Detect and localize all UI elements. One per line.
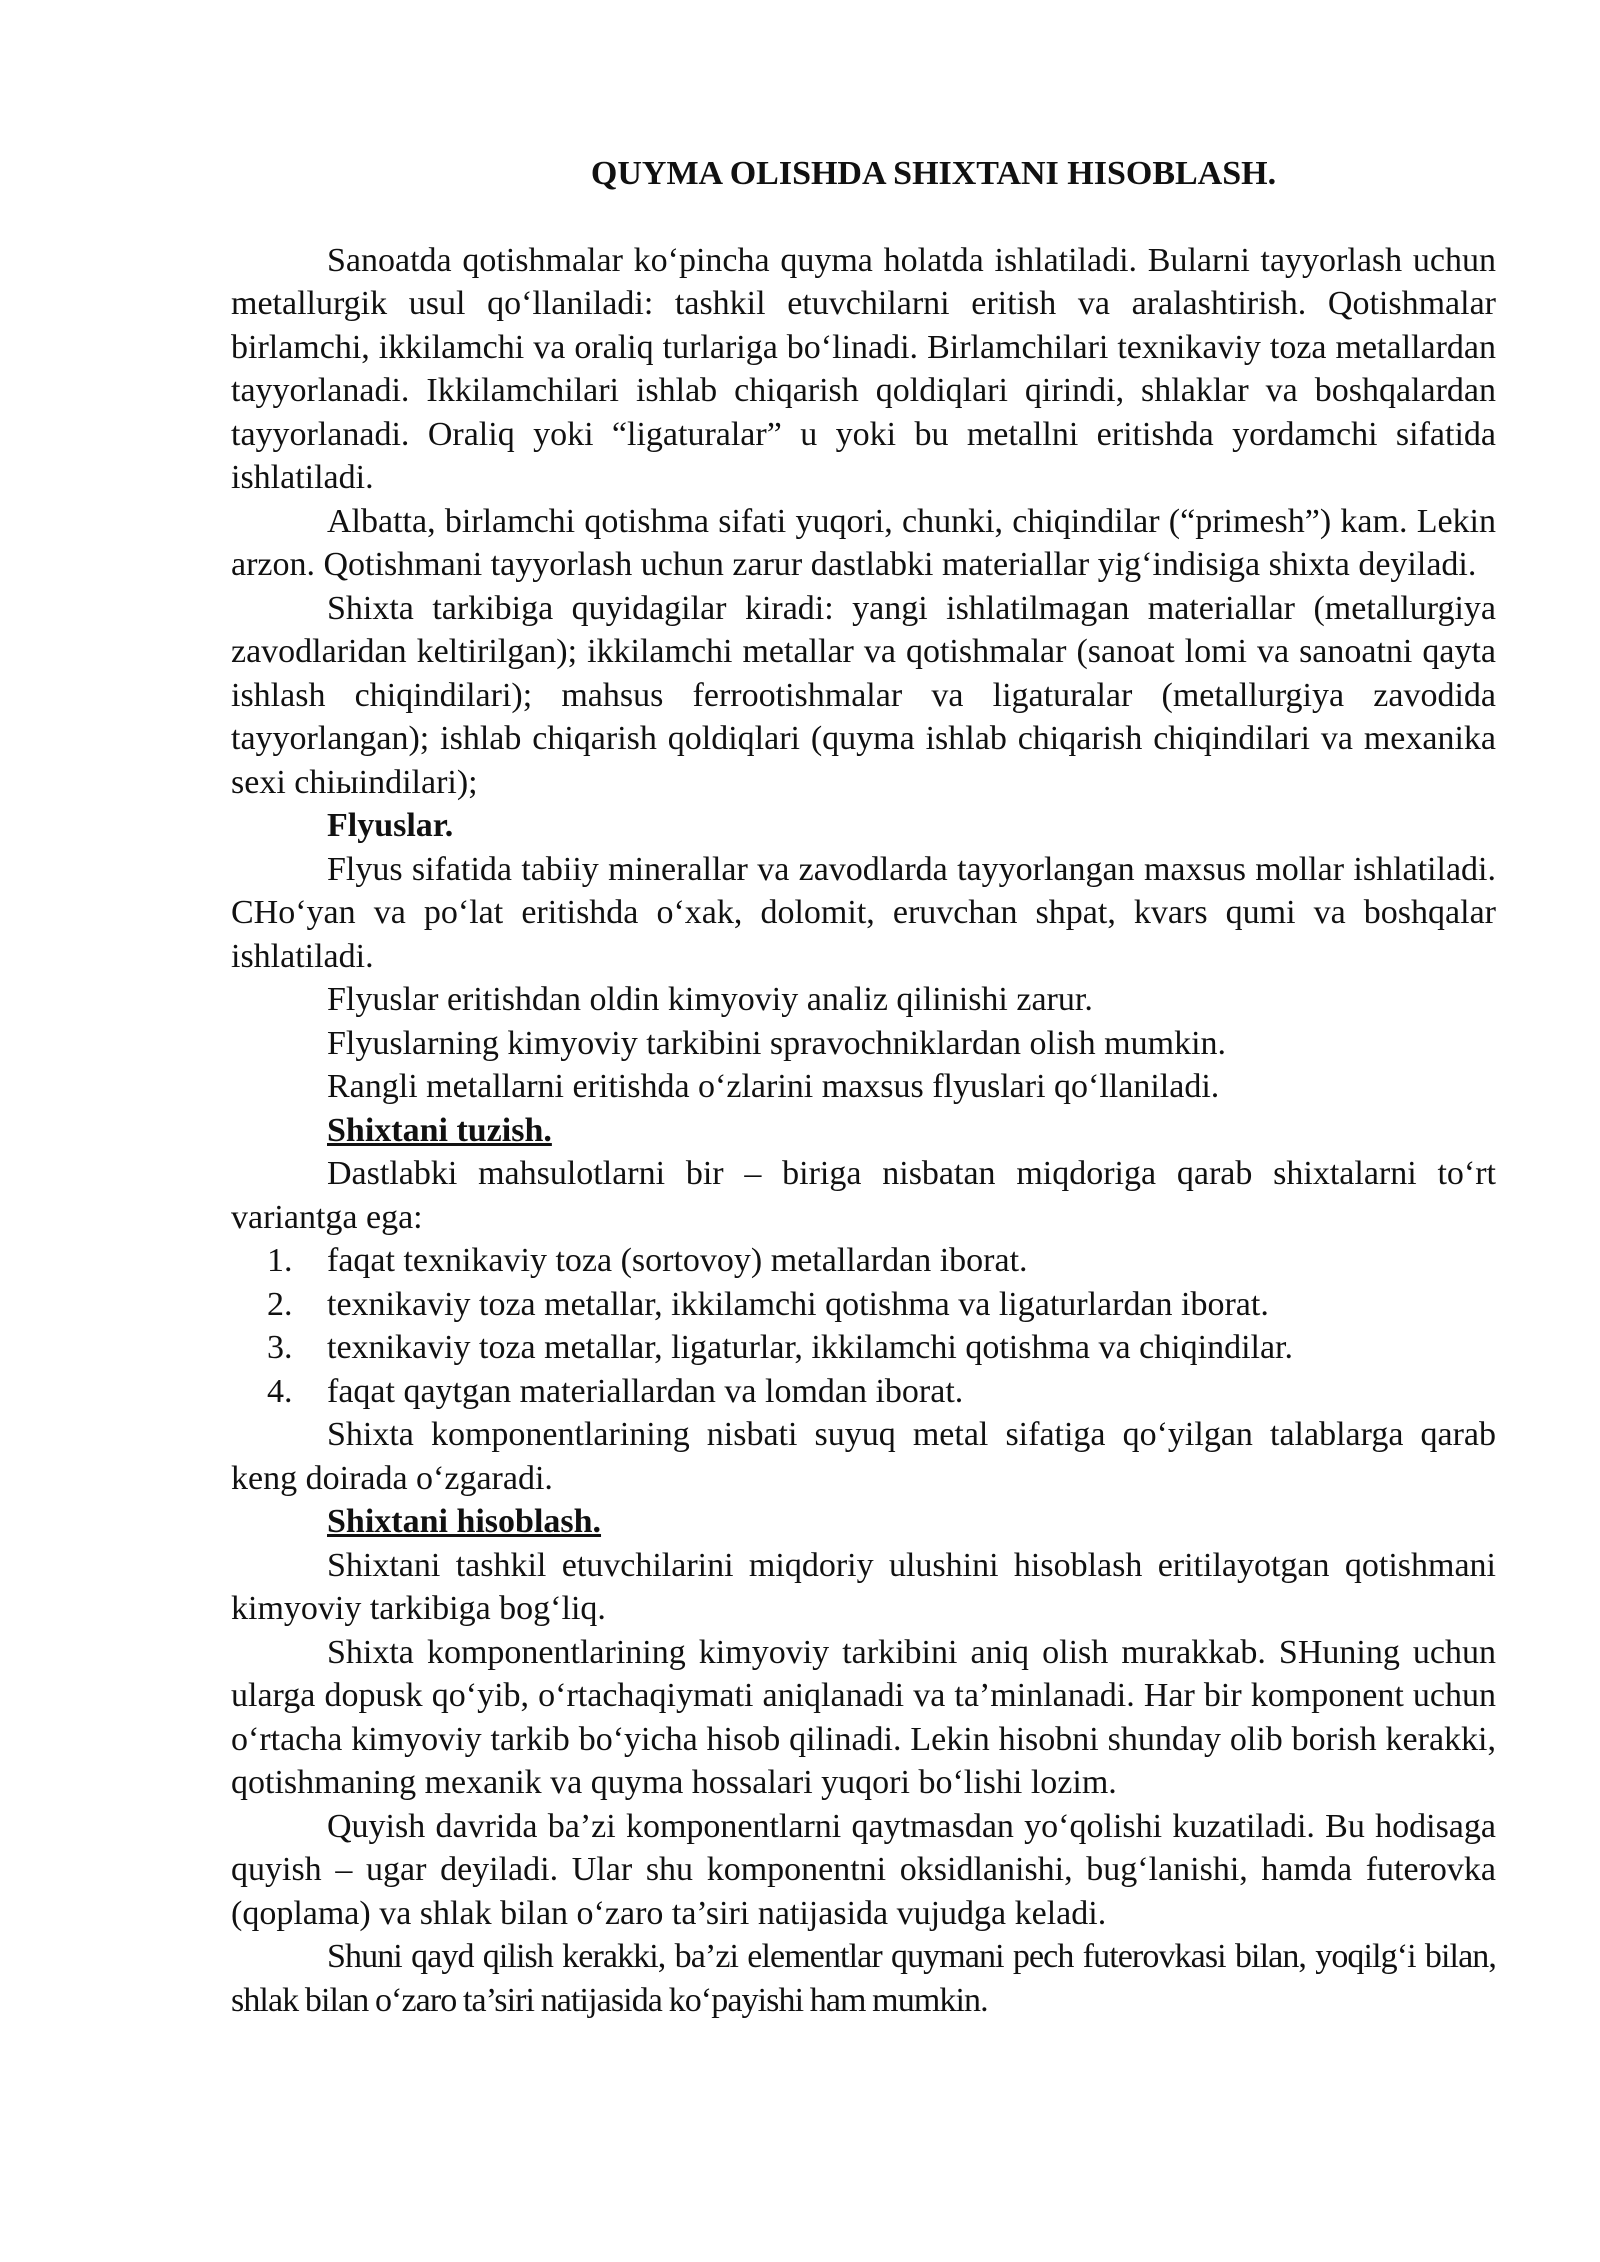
list-item [231, 1283, 1496, 1327]
list-item-text: faqat texnikaviy toza (sortovoy) metallardan iborat. [327, 1242, 1028, 1279]
paragraph-charge-composition: Shixta tarkibiga quyidagilar kiradi: yangi ishlatilmagan materiallar (metallurgiya zavodlaridan keltirilgan); ikkilamchi metallar va qotishmalar (sanoat lomi va sanoatni qayta ishlash chiqindilari); mahsus ferrootishmalar va ligaturalar (metallurgiya zavodida tayyorlangan); ishlab chiqarish qoldiqlari (quyma ishlab chiqarish chiqindilari va mexanika sexi chiыindilari); [231, 589, 1496, 801]
paragraph-ugar: Quyish davrida ba’zi komponentlarni qaytmasdan yo‘qolishi kuzatiladi. Bu hodisaga quyish – ugar deyiladi. Ular shu komponentni oksidlanishi, bug‘lanishi, hamda futerovka (qoplama) va shlak bilan o‘zaro ta’siri natijasida vujudga keladi. [231, 1807, 1496, 1932]
paragraph-element-increase: Shuni qayd qilish kerakki, ba’zi elementlar quymani pech futerovkasi bilan, yoqilg‘i bilan, shlak bilan o‘zaro ta’siri natijasida ko‘payishi ham mumkin. [231, 1938, 1496, 2019]
heading-flyuslar-text: Flyuslar. [327, 807, 454, 844]
list-item-text: texnikaviy toza metallar, ikkilamchi qotishma va ligaturlardan iborat. [327, 1285, 1269, 1323]
list-item [231, 1326, 1496, 1370]
charge-variants-list [231, 1239, 1496, 1413]
list-item-text: faqat qaytgan materiallardan va lomdan iborat. [327, 1372, 964, 1410]
heading-shixtani-tuzish-text: Shixtani tuzish. [327, 1111, 552, 1149]
list-item-number: 2. [267, 1285, 293, 1323]
paragraph-intro: Sanoatda qotishmalar ko‘pincha quyma holatda ishlatiladi. Bularni tayyorlash uchun metallurgik usul qo‘llaniladi: tashkil etuvchilarni eritish va aralashtirish. Qotishmalar birlamchi, ikkilamchi va oraliq turlariga bo‘linadi. Birlamchilari texnikaviy toza metallardan tayyorlanadi. Ikkilamchilari ishlab chiqarish qoldiqlari qirindi, shlaklar va boshqalardan tayyorlanadi. Oraliq yoki “ligaturalar” u yoki bu metallni eritishda yordamchi sifatida ishlatiladi. [231, 241, 1496, 496]
paragraph-flux-nonferrous: Rangli metallarni eritishda o‘zlarini maxsus flyuslari qo‘llaniladi. [327, 1068, 1220, 1105]
paragraph-flux-materials: Flyus sifatida tabiiy minerallar va zavodlarda tayyorlangan maxsus mollar ishlatiladi. CHo‘yan va po‘lat eritishda o‘xak, dolomit, eruvchan shpat, kvars qumi va boshqalar ishlatiladi. [231, 850, 1496, 975]
heading-flyuslar [231, 804, 1496, 848]
list-item-number: 4. [267, 1372, 293, 1410]
paragraph-primary-alloy: Albatta, birlamchi qotishma sifati yuqori, chunki, chiqindilar (“primesh”) kam. Lekin arzon. Qotishmani tayyorlash uchun zarur dastlabki materiallar yig‘indisiga shixta deyiladi. [231, 502, 1496, 583]
paragraph-flux-reference: Flyuslarning kimyoviy tarkibini spravochniklardan olish mumkin. [327, 1024, 1227, 1062]
document-body [231, 152, 1496, 2022]
document-title: QUYMA OLISHDA SHIXTANI HISOBLASH. [590, 155, 1277, 192]
paragraph-flux-analysis: Flyuslar eritishdan oldin kimyoviy analiz qilinishi zarur. [327, 981, 1093, 1018]
heading-shixtani-hisoblash [231, 1500, 1496, 1544]
paragraph-component-ratio: Shixta komponentlarining nisbati suyuq metal sifatiga qo‘yilgan talablarga qarab keng doirada o‘zgaradi. [231, 1416, 1496, 1497]
paragraph-calculation-basis: Shixtani tashkil etuvchilarini miqdoriy ulushini hisoblash eritilayotgan qotishmani kimyoviy tarkibiga bog‘liq. [231, 1546, 1496, 1627]
list-item-text: texnikaviy toza metallar, ligaturlar, ikkilamchi qotishma va chiqindilar. [327, 1329, 1293, 1366]
heading-shixtani-hisoblash-text: Shixtani hisoblash. [327, 1503, 602, 1540]
list-item [231, 1370, 1496, 1414]
paragraph-charge-variants: Dastlabki mahsulotlarni bir – biriga nisbatan miqdoriga qarab shixtalarni to‘rt variantga ega: [231, 1155, 1496, 1236]
list-item-number: 1. [267, 1242, 293, 1279]
list-item-number: 3. [267, 1329, 293, 1366]
paragraph-average-composition: Shixta komponentlarining kimyoviy tarkibini aniq olish murakkab. SHuning uchun ularga dopusk qo‘yib, o‘rtachaqiymati aniqlanadi va ta’minlanadi. Har bir komponent uchun o‘rtacha kimyoviy tarkib bo‘yicha hisob qilinadi. Lekin hisobni shunday olib borish kerakki, qotishmaning mexanik va quyma hossalari yuqori bo‘lishi lozim. [231, 1633, 1496, 1801]
heading-shixtani-tuzish [231, 1109, 1496, 1153]
list-item [231, 1239, 1496, 1283]
